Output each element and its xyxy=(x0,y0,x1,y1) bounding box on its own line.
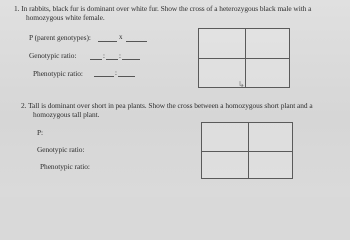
q1-phenotypic-sep: : xyxy=(115,69,117,77)
q1-genotypic-sep-1: : xyxy=(103,52,105,60)
q1-cross-symbol: x xyxy=(119,33,123,41)
question-1-line-2: homozygous white female. xyxy=(26,13,105,22)
q1-genotypic-blank-3[interactable] xyxy=(122,59,140,60)
q1-parent-blank-2[interactable] xyxy=(126,41,147,42)
q2-phenotypic-label: Phenotypic ratio: xyxy=(40,162,90,171)
q1-phenotypic-label: Phenotypic ratio: xyxy=(33,69,83,78)
q1-phenotypic-blank-1[interactable] xyxy=(94,76,114,77)
q1-genotypic-label: Genotypic ratio: xyxy=(29,51,77,60)
mouse-cursor-icon: ↳ xyxy=(238,80,245,89)
q1-genotypic-blank-2[interactable] xyxy=(106,59,118,60)
q1-parent-label: P (parent genotypes): xyxy=(29,33,91,42)
q1-genotypic-sep-2: : xyxy=(119,52,121,60)
question-1-line-1: 1. In rabbits, black fur is dominant over white fur. Show the cross of a heterozygous black male with a xyxy=(14,4,312,13)
q2-parent-label: P: xyxy=(37,128,44,137)
q1-genotypic-blank-1[interactable] xyxy=(90,59,102,60)
q1-punnett-horizontal-divider xyxy=(199,58,289,59)
question-2-line-2: homozygous tall plant. xyxy=(33,110,100,119)
q1-phenotypic-blank-2[interactable] xyxy=(118,76,135,77)
q1-parent-blank-1[interactable] xyxy=(98,41,117,42)
q2-punnett-square[interactable] xyxy=(201,122,293,179)
q2-genotypic-label: Genotypic ratio: xyxy=(37,145,85,154)
question-2-line-1: 2. Tall is dominant over short in pea plants. Show the cross between a homozygous short plant and a xyxy=(21,101,313,110)
q2-punnett-horizontal-divider xyxy=(202,151,292,152)
q1-punnett-square[interactable] xyxy=(198,28,290,88)
